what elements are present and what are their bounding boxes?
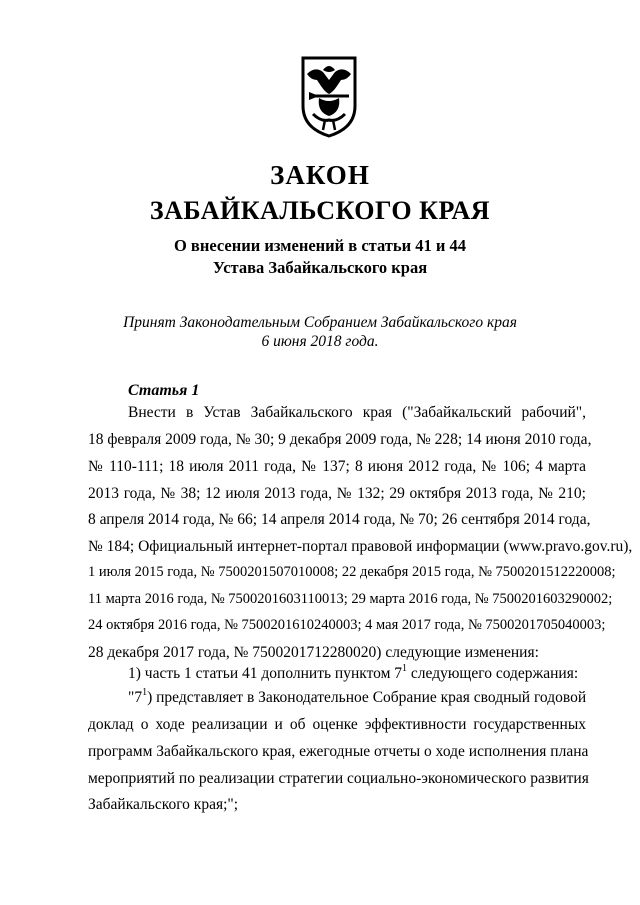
quote-first-line	[128, 689, 586, 707]
article-text-line: 11 марта 2016 года, № 7500201603110013; 29 марта 2016 года, № 7500201603290002;	[88, 591, 613, 607]
coat-of-arms-icon	[299, 56, 359, 138]
quote-superscript: 1	[142, 687, 148, 698]
quote-text-line: доклад о ходе реализации и об оценке эффективности государственных	[88, 716, 586, 733]
quote-text-line: программ Забайкальского края, ежегодные отчеты о ходе исполнения плана	[88, 743, 589, 760]
law-subject-line-2: Устава Забайкальского края	[212, 258, 428, 277]
amendment-item-1-superscript: 1	[402, 663, 408, 674]
quote-first-text: ) представляет в Законодательное Собрание края сводный годовой	[147, 689, 587, 706]
article-heading: Статья 1	[128, 382, 200, 399]
article-text-line: Внести в Устав Забайкальского края ("Забайкальский рабочий",	[128, 404, 586, 421]
law-subject-line-1: О внесении изменений в статьи 41 и 44	[173, 236, 467, 255]
quote-text-line: Забайкальского края;";	[88, 796, 239, 813]
quote-text-line: мероприятий по реализации стратегии социально-экономического развития	[88, 770, 589, 787]
amendment-item-1	[128, 665, 586, 683]
law-region: ЗАБАЙКАЛЬСКОГО КРАЯ	[149, 196, 491, 225]
article-text-line: № 110-111; 18 июля 2011 года, № 137; 8 июня 2012 года, № 106; 4 марта	[88, 458, 586, 475]
adoption-line-1: Принят Законодательным Собранием Забайкальского края	[123, 314, 517, 331]
article-text-line: 2013 года, № 38; 12 июля 2013 года, № 132; 29 октября 2013 года, № 210;	[88, 485, 586, 502]
article-text-line: № 184; Официальный интернет-портал правовой информации (www.pravo.gov.ru),	[88, 538, 633, 555]
article-text-line: 24 октября 2016 года, № 7500201610240003; 4 мая 2017 года, № 7500201705040003;	[88, 617, 606, 633]
amendment-item-1-prefix: 1) часть 1 статьи 41 дополнить пунктом 7	[128, 665, 403, 682]
article-text-line: 28 декабря 2017 года, № 7500201712280020) следующие изменения:	[88, 644, 539, 661]
article-text-line: 1 июля 2015 года, № 7500201507010008; 22 декабря 2015 года, № 7500201512220008;	[88, 564, 616, 580]
quote-prefix: "7	[128, 689, 143, 706]
article-text-line: 8 апреля 2014 года, № 66; 14 апреля 2014 года, № 70; 26 сентября 2014 года,	[88, 511, 591, 528]
adoption-date: 6 июня 2018 года.	[261, 333, 379, 350]
article-text-line: 18 февраля 2009 года, № 30; 9 декабря 2009 года, № 228; 14 июня 2010 года,	[88, 431, 592, 448]
amendment-item-1-suffix: следующего содержания:	[407, 665, 579, 682]
law-title: ЗАКОН	[270, 160, 370, 190]
